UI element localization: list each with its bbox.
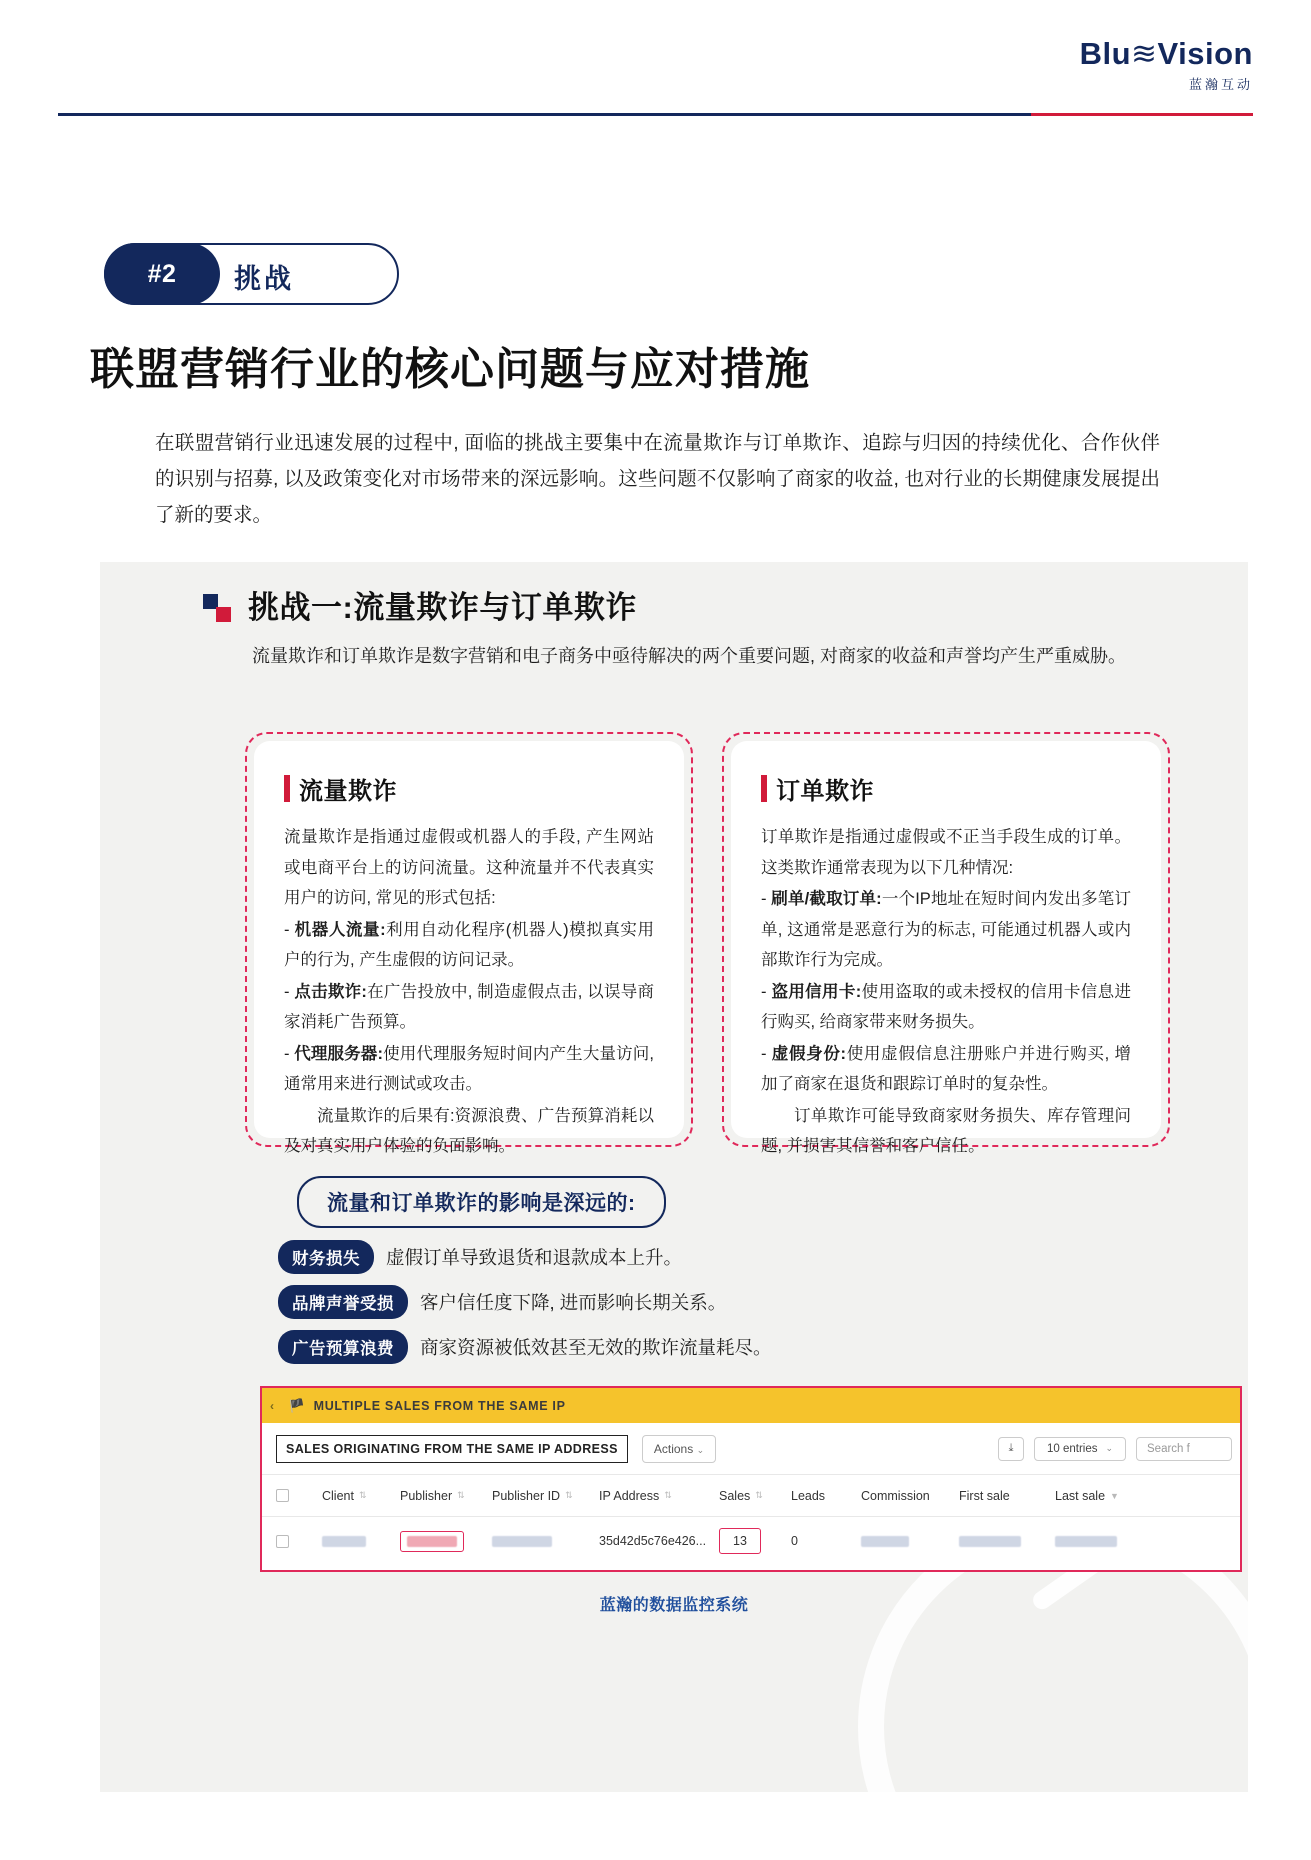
sort-icon: ⇅ bbox=[457, 1490, 465, 1500]
card-para: - 机器人流量:利用自动化程序(机器人)模拟真实用户的行为, 产生虚假的访问记录。 bbox=[284, 920, 654, 969]
impact-item-1 bbox=[278, 1240, 682, 1274]
table-header-row bbox=[262, 1475, 1240, 1517]
squares-icon bbox=[203, 594, 231, 622]
challenge-description: 流量欺诈和订单欺诈是数字营销和电子商务中亟待解决的两个重要问题, 对商家的收益和声誉均产生严重威胁。 bbox=[252, 646, 1126, 666]
impact-item-2 bbox=[278, 1285, 726, 1319]
wave-icon: ≋ bbox=[1131, 36, 1158, 71]
card-traffic-fraud bbox=[245, 732, 693, 1155]
row-checkbox[interactable] bbox=[276, 1535, 322, 1548]
column-header-commission[interactable]: Commission bbox=[861, 1488, 930, 1503]
card-para: - 盗用信用卡:使用盗取的或未授权的信用卡信息进行购买, 给商家带来财务损失。 bbox=[761, 982, 1131, 1031]
card-header bbox=[284, 771, 654, 806]
status-badge: 财务损失 bbox=[278, 1240, 374, 1274]
cell-ip-address: 35d42d5c76e426... bbox=[599, 1534, 707, 1548]
sort-icon: ⇅ bbox=[358, 1490, 367, 1500]
column-header-first-sale[interactable]: First sale bbox=[959, 1488, 1010, 1503]
challenge-panel bbox=[100, 562, 1248, 1792]
actions-dropdown[interactable]: Actions ⌄ bbox=[642, 1435, 716, 1463]
intro-paragraph: 在联盟营销行业迅速发展的过程中, 面临的挑战主要集中在流量欺诈与订单欺诈、追踪与归因的持续优化、合作伙伴的识别与招募, 以及政策变化对市场带来的深远影响。这些问题不仅影响了商家的收益, 也对行业的长期健康发展提出了新的要求。 bbox=[155, 432, 1160, 526]
column-header-client[interactable]: Client ⇅ bbox=[322, 1488, 367, 1503]
page-header bbox=[0, 0, 1311, 120]
cell-client bbox=[322, 1536, 400, 1547]
column-header-last-sale[interactable]: Last sale ▼ bbox=[1055, 1488, 1119, 1503]
impact-text: 虚假订单导致退货和退款成本上升。 bbox=[386, 1247, 683, 1268]
cell-commission bbox=[861, 1536, 959, 1547]
report-title: SALES ORIGINATING FROM THE SAME IP ADDRESS bbox=[276, 1435, 628, 1463]
card-para: 订单欺诈是指通过虚假或不正当手段生成的订单。这类欺诈通常表现为以下几种情况: bbox=[761, 828, 1131, 877]
dashboard-screenshot bbox=[260, 1386, 1242, 1572]
cell-leads: 0 bbox=[791, 1534, 798, 1548]
cell-last-sale bbox=[1055, 1536, 1145, 1547]
impact-text: 客户信任度下降, 进而影响长期关系。 bbox=[420, 1292, 727, 1313]
screenshot-topbar-title: MULTIPLE SALES FROM THE SAME IP bbox=[313, 1398, 566, 1413]
card-accent-bar bbox=[284, 775, 290, 802]
sort-icon: ⇅ bbox=[755, 1490, 763, 1500]
chevron-down-icon: ⌄ bbox=[1105, 1442, 1113, 1453]
table-row[interactable] bbox=[262, 1517, 1240, 1565]
chevron-left-icon[interactable]: ‹ bbox=[270, 1398, 275, 1413]
card-header bbox=[761, 771, 1131, 806]
brand-logo bbox=[1080, 38, 1253, 93]
card-body bbox=[284, 822, 654, 1162]
impact-item-3 bbox=[278, 1330, 772, 1364]
search-input[interactable]: Search f bbox=[1136, 1437, 1232, 1461]
column-header-leads[interactable]: Leads bbox=[791, 1488, 826, 1503]
cell-first-sale bbox=[959, 1536, 1055, 1547]
screenshot-topbar bbox=[262, 1388, 1240, 1423]
card-title: 流量欺诈 bbox=[299, 778, 397, 805]
card-para: - 代理服务器:使用代理服务短时间内产生大量访问, 通常用来进行测试或攻击。 bbox=[284, 1044, 654, 1093]
flag-icon: 🏴 bbox=[288, 1397, 306, 1413]
cell-publisher bbox=[400, 1531, 492, 1552]
section-label: 挑战 bbox=[234, 263, 294, 294]
card-order-fraud bbox=[722, 732, 1170, 1155]
column-header-publisher-id[interactable]: Publisher ID ⇅ bbox=[492, 1488, 573, 1503]
status-badge: 品牌声誉受损 bbox=[278, 1285, 408, 1319]
impact-text: 商家资源被低效甚至无效的欺诈流量耗尽。 bbox=[420, 1337, 772, 1358]
card-para: 流量欺诈是指通过虚假或机器人的手段, 产生网站或电商平台上的访问流量。这种流量并不代表真实用户的访问, 常见的形式包括: bbox=[284, 828, 654, 907]
impact-heading: 流量和订单欺诈的影响是深远的: bbox=[297, 1176, 666, 1228]
cell-sales: 13 bbox=[719, 1528, 791, 1554]
card-body bbox=[761, 822, 1131, 1162]
brand-logo-left: Blu bbox=[1079, 36, 1132, 71]
entries-select[interactable]: 10 entries ⌄ bbox=[1034, 1437, 1126, 1461]
card-title: 订单欺诈 bbox=[776, 778, 874, 805]
card-para: - 虚假身份:使用虚假信息注册账户并进行购买, 增加了商家在退货和跟踪订单时的复杂性。 bbox=[761, 1044, 1131, 1093]
brand-logo-subtitle: 蓝瀚互动 bbox=[1188, 77, 1253, 92]
page-title: 联盟营销行业的核心问题与应对措施 bbox=[90, 345, 810, 394]
chevron-down-icon: ⌄ bbox=[696, 1444, 705, 1455]
card-para: - 点击欺诈:在广告投放中, 制造虚假点击, 以误导商家消耗广告预算。 bbox=[284, 982, 654, 1031]
section-tag bbox=[104, 243, 399, 305]
card-para: 订单欺诈可能导致商家财务损失、库存管理问题, 并损害其信誉和客户信任。 bbox=[761, 1106, 1131, 1155]
sort-icon: ⇅ bbox=[664, 1490, 672, 1500]
challenge-title: 挑战一:流量欺诈与订单欺诈 bbox=[248, 590, 637, 625]
card-para: 流量欺诈的后果有:资源浪费、广告预算消耗以及对真实用户体验的负面影响。 bbox=[284, 1106, 654, 1155]
select-all-checkbox[interactable] bbox=[276, 1489, 322, 1502]
brand-logo-wordmark bbox=[1080, 38, 1253, 69]
card-accent-bar bbox=[761, 775, 767, 802]
status-badge: 广告预算浪费 bbox=[278, 1330, 408, 1364]
card-para: - 刷单/截取订单:一个IP地址在短时间内发出多笔订单, 这通常是恶意行为的标志, 可能通过机器人或内部欺诈行为完成。 bbox=[761, 890, 1131, 969]
cell-publisher-id bbox=[492, 1536, 599, 1547]
xls-export-icon[interactable]: ⤓ bbox=[998, 1437, 1024, 1461]
sort-icon: ⇅ bbox=[565, 1490, 573, 1500]
screenshot-caption: 蓝瀚的数据监控系统 bbox=[599, 1597, 749, 1614]
brand-logo-right: Vision bbox=[1157, 36, 1253, 71]
screenshot-toolbar bbox=[262, 1423, 1240, 1475]
column-header-sales[interactable]: Sales ⇅ bbox=[719, 1488, 763, 1503]
sort-desc-icon: ▼ bbox=[1110, 1490, 1119, 1501]
section-number: #2 bbox=[104, 243, 220, 305]
column-header-publisher[interactable]: Publisher ⇅ bbox=[400, 1488, 465, 1503]
header-divider-accent bbox=[1031, 113, 1253, 116]
column-header-ip-address[interactable]: IP Address ⇅ bbox=[599, 1488, 672, 1503]
